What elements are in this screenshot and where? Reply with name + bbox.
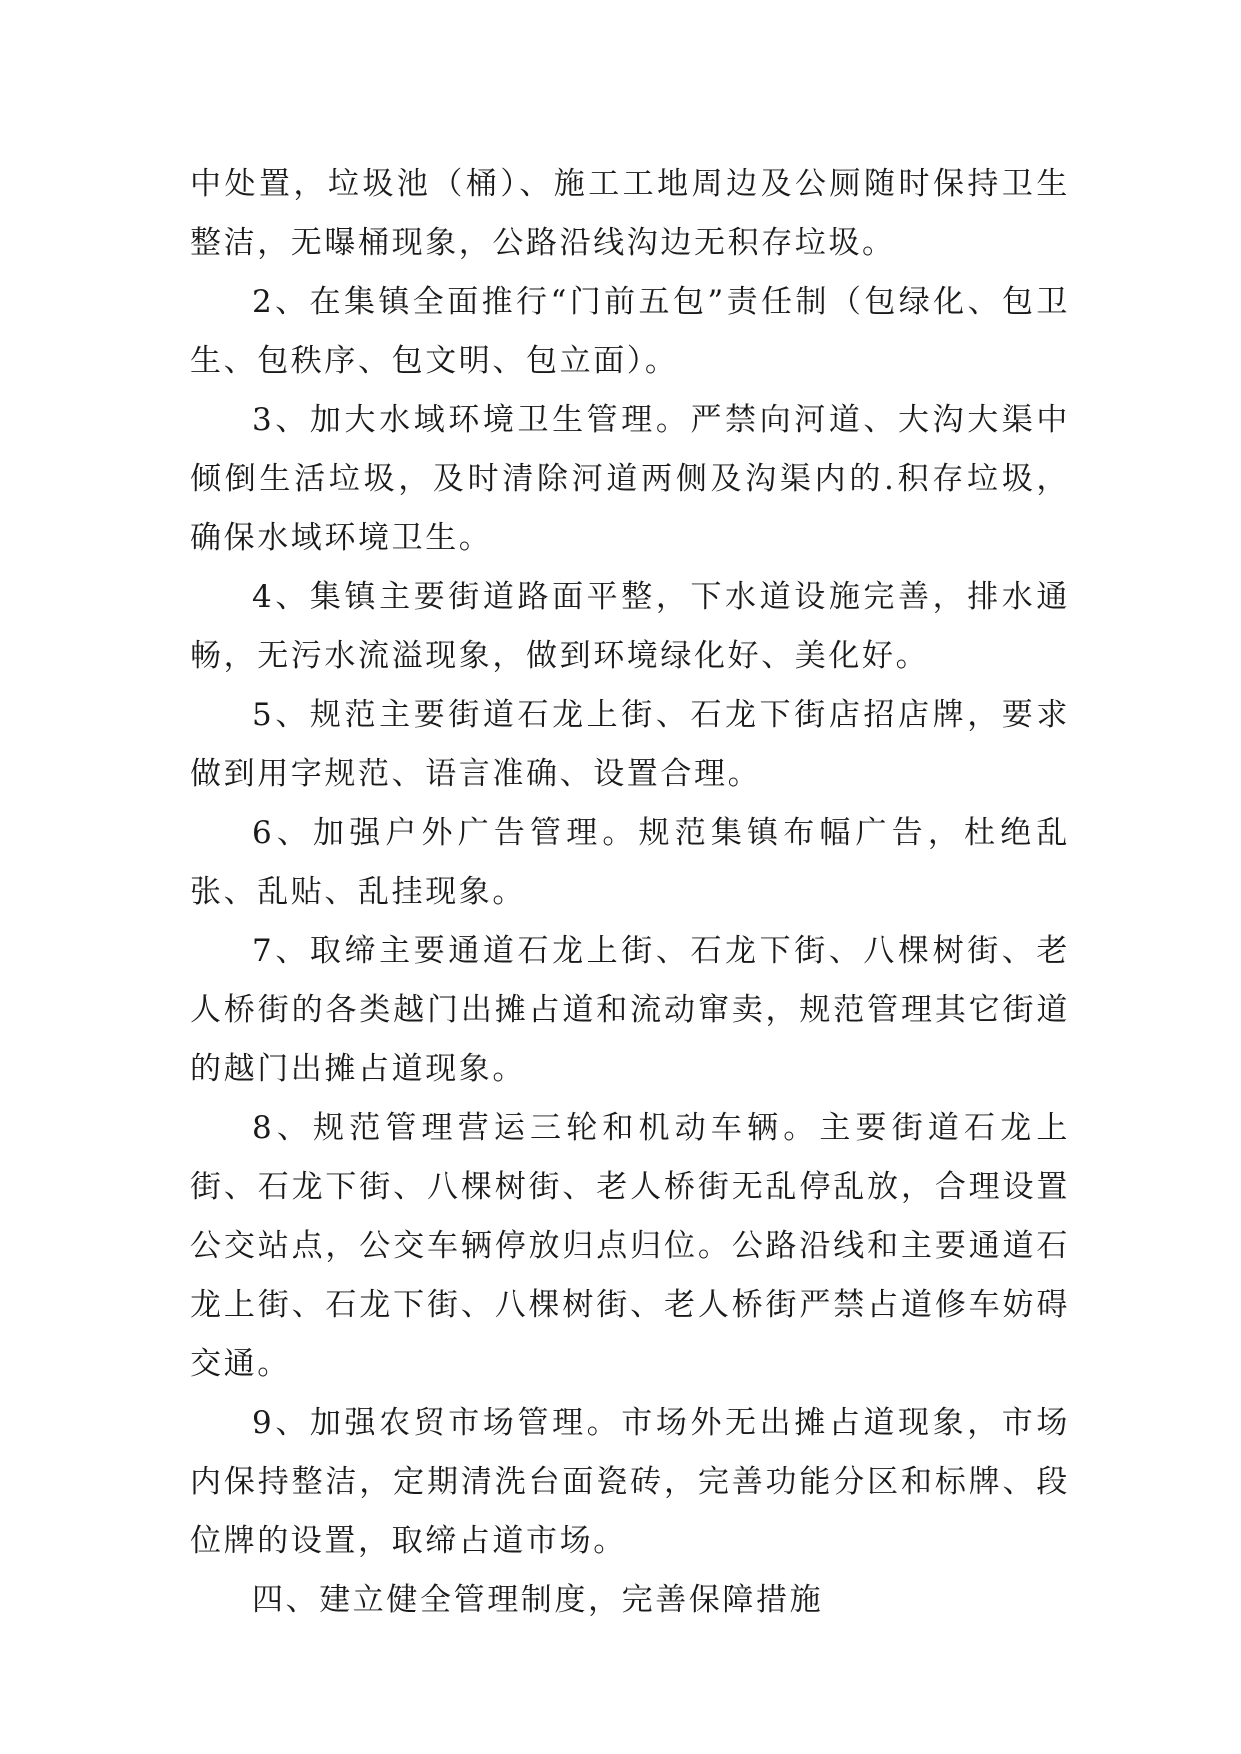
- document-body: [190, 155, 1070, 1630]
- paragraph-item-3: 3、加大水域环境卫生管理。严禁向河道、大沟大渠中倾倒生活垃圾，及时清除河道两侧及沟渠内的.积存垃圾，确保水域环境卫生。: [190, 402, 1070, 556]
- paragraph-item-9: 9、加强农贸市场管理。市场外无出摊占道现象，市场内保持整洁，定期清洗台面瓷砖，完善功能分区和标牌、段位牌的设置，取缔占道市场。: [190, 1405, 1070, 1559]
- paragraph-item-4: 4、集镇主要街道路面平整，下水道设施完善，排水通畅，无污水流溢现象，做到环境绿化好、美化好。: [190, 579, 1070, 674]
- section-heading-4: 四、建立健全管理制度，完善保障措施: [252, 1582, 824, 1618]
- paragraph-item-8: 8、规范管理营运三轮和机动车辆。主要街道石龙上街、石龙下街、八棵树街、老人桥街无乱停乱放，合理设置公交站点，公交车辆停放归点归位。公路沿线和主要通道石龙上街、石龙下街、八棵树街、老人桥街严禁占道修车妨碍交通。: [190, 1110, 1070, 1382]
- paragraph-item-2: 2、在集镇全面推行“门前五包”责任制（包绿化、包卫生、包秩序、包文明、包立面）。: [190, 284, 1070, 379]
- paragraph-continuation: 中处置，垃圾池（桶）、施工工地周边及公厕随时保持卫生整洁，无曝桶现象，公路沿线沟边无积存垃圾。: [190, 166, 1070, 261]
- paragraph-item-5: 5、规范主要街道石龙上街、石龙下街店招店牌，要求做到用字规范、语言准确、设置合理。: [190, 697, 1070, 792]
- paragraph-item-6: 6、加强户外广告管理。规范集镇布幅广告，杜绝乱张、乱贴、乱挂现象。: [190, 815, 1070, 910]
- paragraph-item-7: 7、取缔主要通道石龙上街、石龙下街、八棵树街、老人桥街的各类越门出摊占道和流动窜卖，规范管理其它街道的越门出摊占道现象。: [190, 933, 1070, 1087]
